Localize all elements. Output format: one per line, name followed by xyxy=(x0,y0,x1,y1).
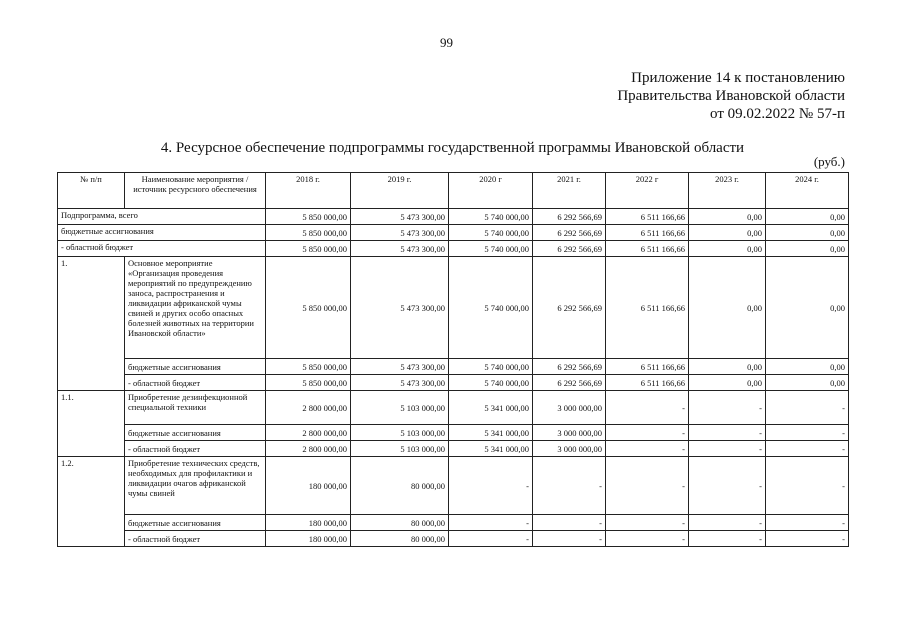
column-header: 2019 г. xyxy=(351,173,449,209)
value-cell: - xyxy=(689,531,766,547)
value-cell: - xyxy=(689,457,766,515)
value-cell: - xyxy=(689,391,766,425)
value-cell: 6 292 566,69 xyxy=(533,225,606,241)
value-cell: 6 511 166,66 xyxy=(606,375,689,391)
row-label: бюджетные ассигнования xyxy=(125,359,266,375)
value-cell: 6 511 166,66 xyxy=(606,209,689,225)
column-header: Наименование мероприятия / источник ресурсного обеспечения xyxy=(125,173,266,209)
value-cell: 5 740 000,00 xyxy=(449,375,533,391)
value-cell: - xyxy=(533,457,606,515)
value-cell: 2 800 000,00 xyxy=(266,441,351,457)
value-cell: 5 473 300,00 xyxy=(351,209,449,225)
appendix-line: от 09.02.2022 № 57-п xyxy=(710,106,845,122)
resource-table xyxy=(57,172,849,547)
value-cell: 0,00 xyxy=(766,241,849,257)
value-cell: 5 740 000,00 xyxy=(449,209,533,225)
value-cell: 6 292 566,69 xyxy=(533,241,606,257)
value-cell: 5 103 000,00 xyxy=(351,391,449,425)
value-cell: 2 800 000,00 xyxy=(266,391,351,425)
value-cell: 0,00 xyxy=(689,257,766,359)
section-title: 4. Ресурсное обеспечение подпрограммы государственной программы Ивановской области xyxy=(160,140,745,156)
value-cell: 6 511 166,66 xyxy=(606,359,689,375)
row-label: - областной бюджет xyxy=(125,375,266,391)
table-row xyxy=(58,425,849,441)
value-cell: 0,00 xyxy=(766,375,849,391)
row-label: Подпрограмма, всего xyxy=(58,209,266,225)
value-cell: 180 000,00 xyxy=(266,457,351,515)
value-cell: 5 850 000,00 xyxy=(266,375,351,391)
value-cell: - xyxy=(606,531,689,547)
value-cell: 5 473 300,00 xyxy=(351,375,449,391)
value-cell: - xyxy=(766,391,849,425)
value-cell: 0,00 xyxy=(689,375,766,391)
value-cell: 5 850 000,00 xyxy=(266,257,351,359)
row-number: 1. xyxy=(58,257,125,391)
page-number: 99 xyxy=(440,35,453,50)
header-row xyxy=(58,173,849,209)
table-row xyxy=(58,359,849,375)
value-cell: - xyxy=(766,425,849,441)
value-cell: 2 800 000,00 xyxy=(266,425,351,441)
value-cell: 6 511 166,66 xyxy=(606,241,689,257)
value-cell: 80 000,00 xyxy=(351,531,449,547)
appendix-note xyxy=(617,69,845,123)
value-cell: 5 740 000,00 xyxy=(449,359,533,375)
value-cell: 0,00 xyxy=(689,225,766,241)
value-cell: 3 000 000,00 xyxy=(533,391,606,425)
value-cell: 180 000,00 xyxy=(266,515,351,531)
value-cell: 0,00 xyxy=(689,209,766,225)
value-cell: - xyxy=(606,457,689,515)
row-label: бюджетные ассигнования xyxy=(58,225,266,241)
value-cell: - xyxy=(689,441,766,457)
row-label: Приобретение дезинфекционной специальной техники xyxy=(125,391,266,425)
value-cell: 180 000,00 xyxy=(266,531,351,547)
row-label: - областной бюджет xyxy=(58,241,266,257)
column-header: 2018 г. xyxy=(266,173,351,209)
value-cell: 0,00 xyxy=(766,257,849,359)
value-cell: - xyxy=(766,457,849,515)
value-cell: 5 341 000,00 xyxy=(449,425,533,441)
value-cell: 5 103 000,00 xyxy=(351,441,449,457)
row-label: - областной бюджет xyxy=(125,441,266,457)
table-row xyxy=(58,375,849,391)
value-cell: 80 000,00 xyxy=(351,515,449,531)
row-label: бюджетные ассигнования xyxy=(125,515,266,531)
value-cell: 5 740 000,00 xyxy=(449,225,533,241)
unit-label: (руб.) xyxy=(813,154,845,169)
column-header: 2024 г. xyxy=(766,173,849,209)
value-cell: - xyxy=(449,515,533,531)
appendix-line: Приложение 14 к постановлению xyxy=(631,70,845,86)
value-cell: 6 292 566,69 xyxy=(533,359,606,375)
value-cell: - xyxy=(449,531,533,547)
value-cell: 6 292 566,69 xyxy=(533,257,606,359)
value-cell: 80 000,00 xyxy=(351,457,449,515)
table-row xyxy=(58,515,849,531)
value-cell: 3 000 000,00 xyxy=(533,441,606,457)
value-cell: 0,00 xyxy=(766,359,849,375)
value-cell: - xyxy=(533,531,606,547)
value-cell: - xyxy=(766,441,849,457)
value-cell: 0,00 xyxy=(766,225,849,241)
table-row xyxy=(58,441,849,457)
value-cell: 5 850 000,00 xyxy=(266,225,351,241)
value-cell: 5 850 000,00 xyxy=(266,209,351,225)
value-cell: - xyxy=(689,425,766,441)
table-row xyxy=(58,225,849,241)
table-row xyxy=(58,241,849,257)
value-cell: - xyxy=(689,515,766,531)
table-row xyxy=(58,531,849,547)
table-row xyxy=(58,209,849,225)
value-cell: 5 473 300,00 xyxy=(351,257,449,359)
value-cell: - xyxy=(606,425,689,441)
value-cell: 6 511 166,66 xyxy=(606,257,689,359)
value-cell: - xyxy=(533,515,606,531)
appendix-line: Правительства Ивановской области xyxy=(617,88,845,104)
value-cell: 5 850 000,00 xyxy=(266,359,351,375)
value-cell: 0,00 xyxy=(689,359,766,375)
value-cell: - xyxy=(766,531,849,547)
value-cell: 0,00 xyxy=(766,209,849,225)
value-cell: 5 103 000,00 xyxy=(351,425,449,441)
value-cell: 5 740 000,00 xyxy=(449,257,533,359)
value-cell: 5 341 000,00 xyxy=(449,441,533,457)
row-label: Приобретение технических средств, необходимых для профилактики и ликвидации очагов африканской чумы свиней xyxy=(125,457,266,515)
value-cell: 5 740 000,00 xyxy=(449,241,533,257)
value-cell: 5 473 300,00 xyxy=(351,241,449,257)
value-cell: - xyxy=(766,515,849,531)
value-cell: 5 850 000,00 xyxy=(266,241,351,257)
value-cell: 5 473 300,00 xyxy=(351,359,449,375)
column-header: 2023 г. xyxy=(689,173,766,209)
table-row xyxy=(58,257,849,359)
value-cell: - xyxy=(606,441,689,457)
value-cell: 3 000 000,00 xyxy=(533,425,606,441)
row-number: 1.2. xyxy=(58,457,125,547)
row-label: Основное мероприятие «Организация проведения мероприятий по предупреждению заноса, распространения и ликвидации африканской чумы свиней и других особо опасных болезней животных на территории Ивановской области» xyxy=(125,257,266,359)
value-cell: - xyxy=(606,391,689,425)
column-header: 2022 г xyxy=(606,173,689,209)
value-cell: 6 292 566,69 xyxy=(533,375,606,391)
value-cell: - xyxy=(606,515,689,531)
value-cell: 5 341 000,00 xyxy=(449,391,533,425)
value-cell: 0,00 xyxy=(689,241,766,257)
row-label: бюджетные ассигнования xyxy=(125,425,266,441)
table-row xyxy=(58,457,849,515)
value-cell: 6 292 566,69 xyxy=(533,209,606,225)
value-cell: 6 511 166,66 xyxy=(606,225,689,241)
value-cell: - xyxy=(449,457,533,515)
column-header: 2020 г xyxy=(449,173,533,209)
row-number: 1.1. xyxy=(58,391,125,457)
column-header: 2021 г. xyxy=(533,173,606,209)
table-row xyxy=(58,391,849,425)
row-label: - областной бюджет xyxy=(125,531,266,547)
value-cell: 5 473 300,00 xyxy=(351,225,449,241)
column-header: № п/п xyxy=(58,173,125,209)
